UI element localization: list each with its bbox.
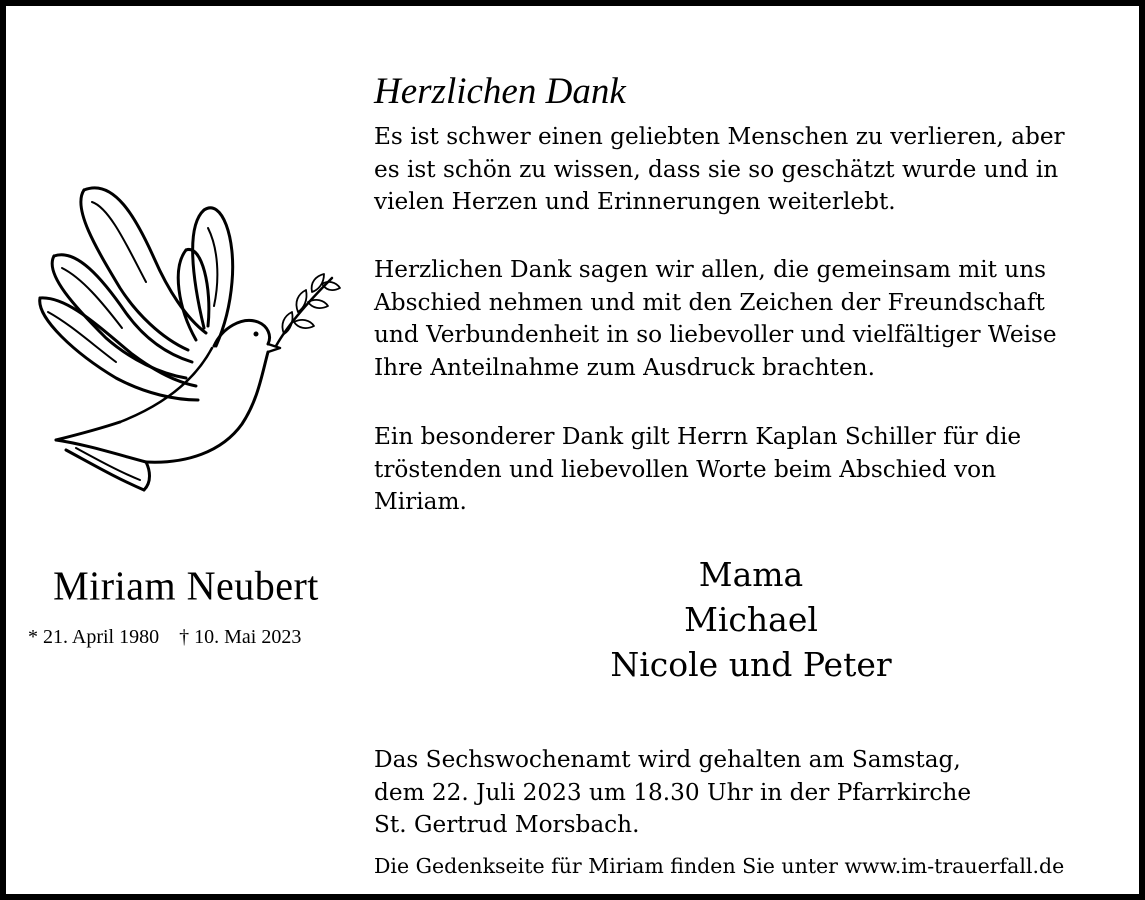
family-member: Michael xyxy=(684,600,818,639)
text-line: Miriam. xyxy=(374,488,467,515)
thanks-paragraph-1 xyxy=(374,121,1134,219)
family-member: Nicole und Peter xyxy=(610,645,892,684)
text-line: Ein besonderer Dank gilt Herrn Kaplan Schiller für die xyxy=(374,423,1022,450)
family-signature xyxy=(566,552,936,687)
text-line: und Verbundenheit in so liebevoller und vielfältiger Weise xyxy=(374,321,1057,348)
service-announcement xyxy=(374,744,1134,842)
text-line: dem 22. Juli 2023 um 18.30 Uhr in der Pfarrkirche xyxy=(374,778,972,806)
page-title: Herzlichen Dank xyxy=(374,71,626,112)
memorial-page-line: Die Gedenkseite für Miriam finden Sie unter www.im-trauerfall.de xyxy=(374,854,1065,878)
text-line: Ihre Anteilnahme zum Ausdruck brachten. xyxy=(374,353,875,381)
deceased-name: Miriam Neubert xyxy=(53,562,319,609)
text-line: Herzlichen Dank sagen wir allen, die gemeinsam mit uns xyxy=(374,256,1047,283)
text-line: es ist schön zu wissen, dass sie so geschätzt wurde und in xyxy=(374,155,1059,183)
death-date: † 10. Mai 2023 xyxy=(179,626,302,648)
family-member: Mama xyxy=(698,555,804,594)
birth-date: * 21. April 1980 xyxy=(28,626,160,648)
text-line: Abschied nehmen und mit den Zeichen der Freundschaft xyxy=(374,288,1045,316)
text-line: Das Sechswochenamt wird gehalten am Samstag, xyxy=(374,746,961,773)
thanks-paragraph-3 xyxy=(374,421,1134,519)
text-line: St. Gertrud Morsbach. xyxy=(374,811,640,838)
dove-with-olive-branch-icon xyxy=(36,178,356,508)
text-line: Es ist schwer einen geliebten Menschen zu verlieren, aber xyxy=(374,123,1065,150)
text-line: vielen Herzen und Erinnerungen weiterlebt. xyxy=(374,188,896,215)
life-dates xyxy=(28,626,348,649)
thanks-paragraph-2 xyxy=(374,254,1134,384)
text-line: tröstenden und liebevollen Worte beim Abschied von xyxy=(374,455,997,483)
